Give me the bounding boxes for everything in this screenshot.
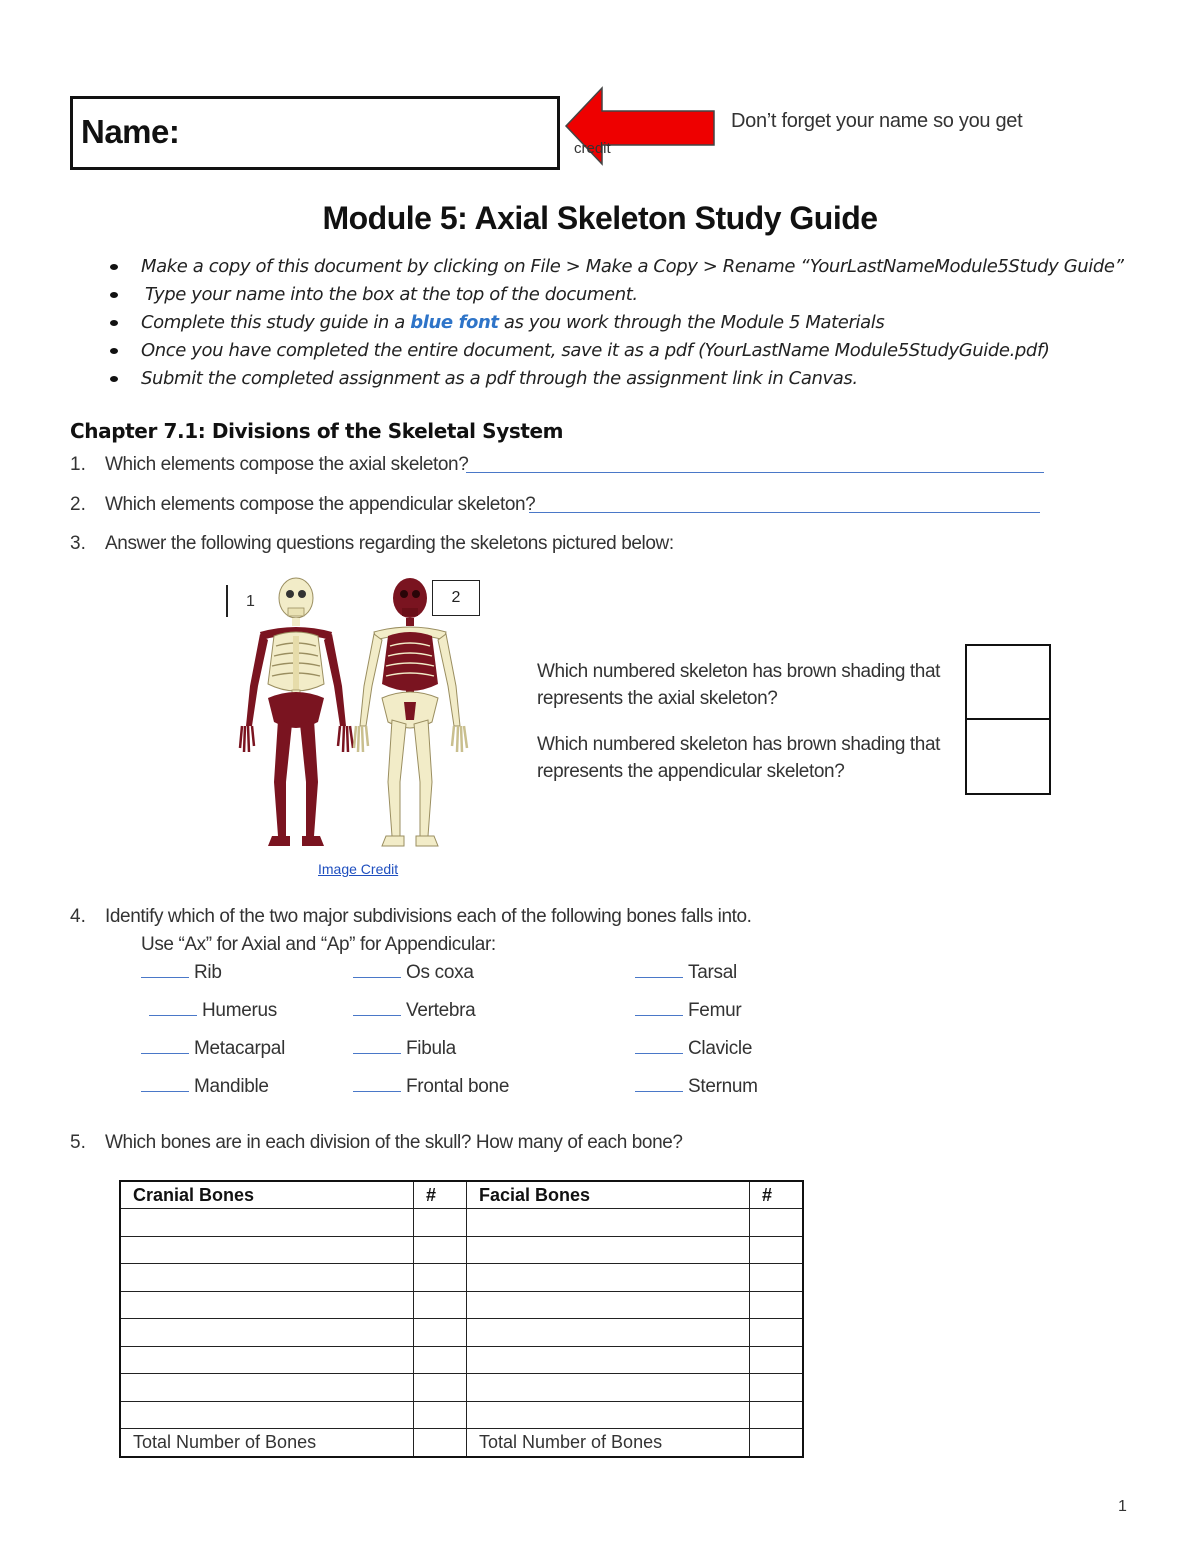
count-cell[interactable] [414,1319,467,1347]
table-row [120,1236,803,1264]
answer-blank[interactable] [141,1091,189,1092]
count-cell[interactable] [414,1346,467,1374]
count-cell[interactable] [750,1236,804,1264]
count-cell[interactable] [414,1401,467,1429]
bone-label: Frontal bone [406,1076,510,1097]
count-cell[interactable] [750,1209,804,1237]
bone-label: Humerus [202,1000,277,1021]
bone-label: Tarsal [688,962,737,983]
bone-label: Mandible [194,1076,269,1097]
instruction-text: Complete this study guide in a [141,312,411,333]
cranial-cell[interactable] [120,1291,414,1319]
answer-blank[interactable] [353,977,401,978]
question-5: Which bones are in each division of the skull? How many of each bone? [105,1132,683,1153]
bone-item [149,1000,277,1022]
cranial-cell[interactable] [120,1264,414,1292]
bone-label: Metacarpal [194,1038,285,1059]
count-cell[interactable] [750,1374,804,1402]
axial-prompt-line: represents the axial skeleton? [537,688,778,709]
total-cranial-label: Total Number of Bones [120,1429,414,1457]
facial-cell[interactable] [467,1319,750,1347]
bone-item [353,1076,509,1098]
label-1-bar [226,585,228,617]
facial-cell[interactable] [467,1401,750,1429]
skeleton-2 [354,578,467,846]
page-title: Module 5: Axial Skeleton Study Guide [322,200,878,236]
bone-item [353,1000,475,1022]
name-label: Name: [81,113,180,150]
header-cranial-count: # [414,1181,467,1209]
bone-item [141,1076,269,1098]
answer-line-1[interactable] [466,452,1044,473]
instructions-list [108,255,1124,395]
count-cell[interactable] [750,1291,804,1319]
answer-blank[interactable] [141,1053,189,1054]
cranial-cell[interactable] [120,1236,414,1264]
answer-blank[interactable] [635,1015,683,1016]
facial-cell[interactable] [467,1374,750,1402]
bone-item [635,1000,741,1022]
count-cell[interactable] [414,1291,467,1319]
axial-prompt-line: Which numbered skeleton has brown shading that [537,661,941,682]
bone-item [635,962,737,984]
instruction-item [108,283,1124,311]
count-cell[interactable] [414,1236,467,1264]
header-cranial-bones: Cranial Bones [120,1181,414,1209]
answer-blank[interactable] [353,1053,401,1054]
bone-item [141,962,222,984]
skeleton-label-2: 2 [451,589,461,606]
header-facial-count: # [750,1181,804,1209]
table-row [120,1291,803,1319]
instruction-text: as you work through the Module 5 Materials [498,312,885,333]
facial-cell[interactable] [467,1264,750,1292]
blue-font-highlight: blue font [410,312,499,333]
facial-cell[interactable] [467,1209,750,1237]
bone-item [635,1076,758,1098]
skull-bones-table [119,1180,804,1458]
page-number: 1 [1118,1498,1127,1515]
question-number: 2. [70,494,86,515]
bone-item [141,1038,285,1060]
chapter-heading: Chapter 7.1: Divisions of the Skeletal System [70,419,564,443]
image-credit-link[interactable]: Image Credit [318,861,399,877]
cranial-cell[interactable] [120,1346,414,1374]
question-number: 3. [70,533,86,554]
skeleton-1 [240,578,353,846]
bone-item [353,962,474,984]
question-4: Identify which of the two major subdivisions each of the following bones falls into. [105,906,752,927]
header-facial-bones: Facial Bones [467,1181,750,1209]
question-2: Which elements compose the appendicular skeleton? [105,494,536,515]
count-cell[interactable] [750,1346,804,1374]
axial-answer-box[interactable] [965,644,1051,720]
table-row [120,1319,803,1347]
appendicular-prompt-line: represents the appendicular skeleton? [537,761,845,782]
table-row [120,1374,803,1402]
facial-cell[interactable] [467,1346,750,1374]
answer-blank[interactable] [635,1053,683,1054]
table-row [120,1209,803,1237]
bone-label: Vertebra [406,1000,476,1021]
table-row [120,1264,803,1292]
answer-blank[interactable] [635,1091,683,1092]
answer-blank[interactable] [635,977,683,978]
name-reminder: Don’t forget your name so you get [731,110,1023,132]
table-total-row [120,1429,803,1457]
answer-line-2[interactable] [529,492,1040,513]
instruction-item [108,339,1124,367]
bone-label: Femur [688,1000,742,1021]
table-row [120,1401,803,1429]
count-cell[interactable] [750,1319,804,1347]
skeleton-illustration [232,574,472,859]
table-header-row [120,1181,803,1209]
axial-prompt [537,658,940,712]
bone-item [353,1038,456,1060]
question-3: Answer the following questions regarding the skeletons pictured below: [105,533,674,554]
bone-label: Clavicle [688,1038,753,1059]
cranial-cell[interactable] [120,1401,414,1429]
question-number: 5. [70,1132,86,1153]
question-number: 4. [70,906,86,927]
instruction-text: Type your name into the box at the top of the document. [145,284,638,305]
bone-label: Sternum [688,1076,758,1097]
count-cell[interactable] [414,1209,467,1237]
name-reminder-continued: credit [574,140,611,157]
answer-blank[interactable] [353,1091,401,1092]
appendicular-prompt-line: Which numbered skeleton has brown shading that [537,734,941,755]
facial-cell[interactable] [467,1291,750,1319]
answer-blank[interactable] [353,1015,401,1016]
table-row [120,1346,803,1374]
bone-label: Os coxa [406,962,474,983]
skeleton-label-1: 1 [246,593,255,610]
question-1: Which elements compose the axial skeleton? [105,454,469,475]
name-field[interactable] [70,96,560,170]
count-cell[interactable] [750,1264,804,1292]
appendicular-answer-box[interactable] [965,718,1051,795]
cranial-cell[interactable] [120,1374,414,1402]
instruction-item [108,255,1124,283]
instruction-item [108,311,1124,339]
count-cell[interactable] [414,1374,467,1402]
total-facial-label: Total Number of Bones [467,1429,750,1457]
bone-label: Rib [194,962,222,983]
question-4-instructions: Use “Ax” for Axial and “Ap” for Appendicular: [141,934,496,955]
facial-cell[interactable] [467,1236,750,1264]
instruction-text: Submit the completed assignment as a pdf through the assignment link in Canvas. [141,368,858,389]
cranial-cell[interactable] [120,1319,414,1347]
cranial-cell[interactable] [120,1209,414,1237]
question-number: 1. [70,454,86,475]
bone-label: Fibula [406,1038,456,1059]
instruction-text: Once you have completed the entire document, save it as a pdf (YourLastName Module5StudyGuide.pdf) [141,340,1050,361]
instruction-item [108,367,1124,395]
total-facial-count[interactable] [750,1429,804,1457]
answer-blank[interactable] [141,977,189,978]
instruction-text: Make a copy of this document by clicking on File > Make a Copy > Rename “YourLastNameModule5Study Guide” [141,256,1124,277]
total-cranial-count[interactable] [414,1429,467,1457]
count-cell[interactable] [414,1264,467,1292]
answer-blank[interactable] [149,1015,197,1016]
count-cell[interactable] [750,1401,804,1429]
bone-item [635,1038,752,1060]
appendicular-prompt [537,731,940,785]
